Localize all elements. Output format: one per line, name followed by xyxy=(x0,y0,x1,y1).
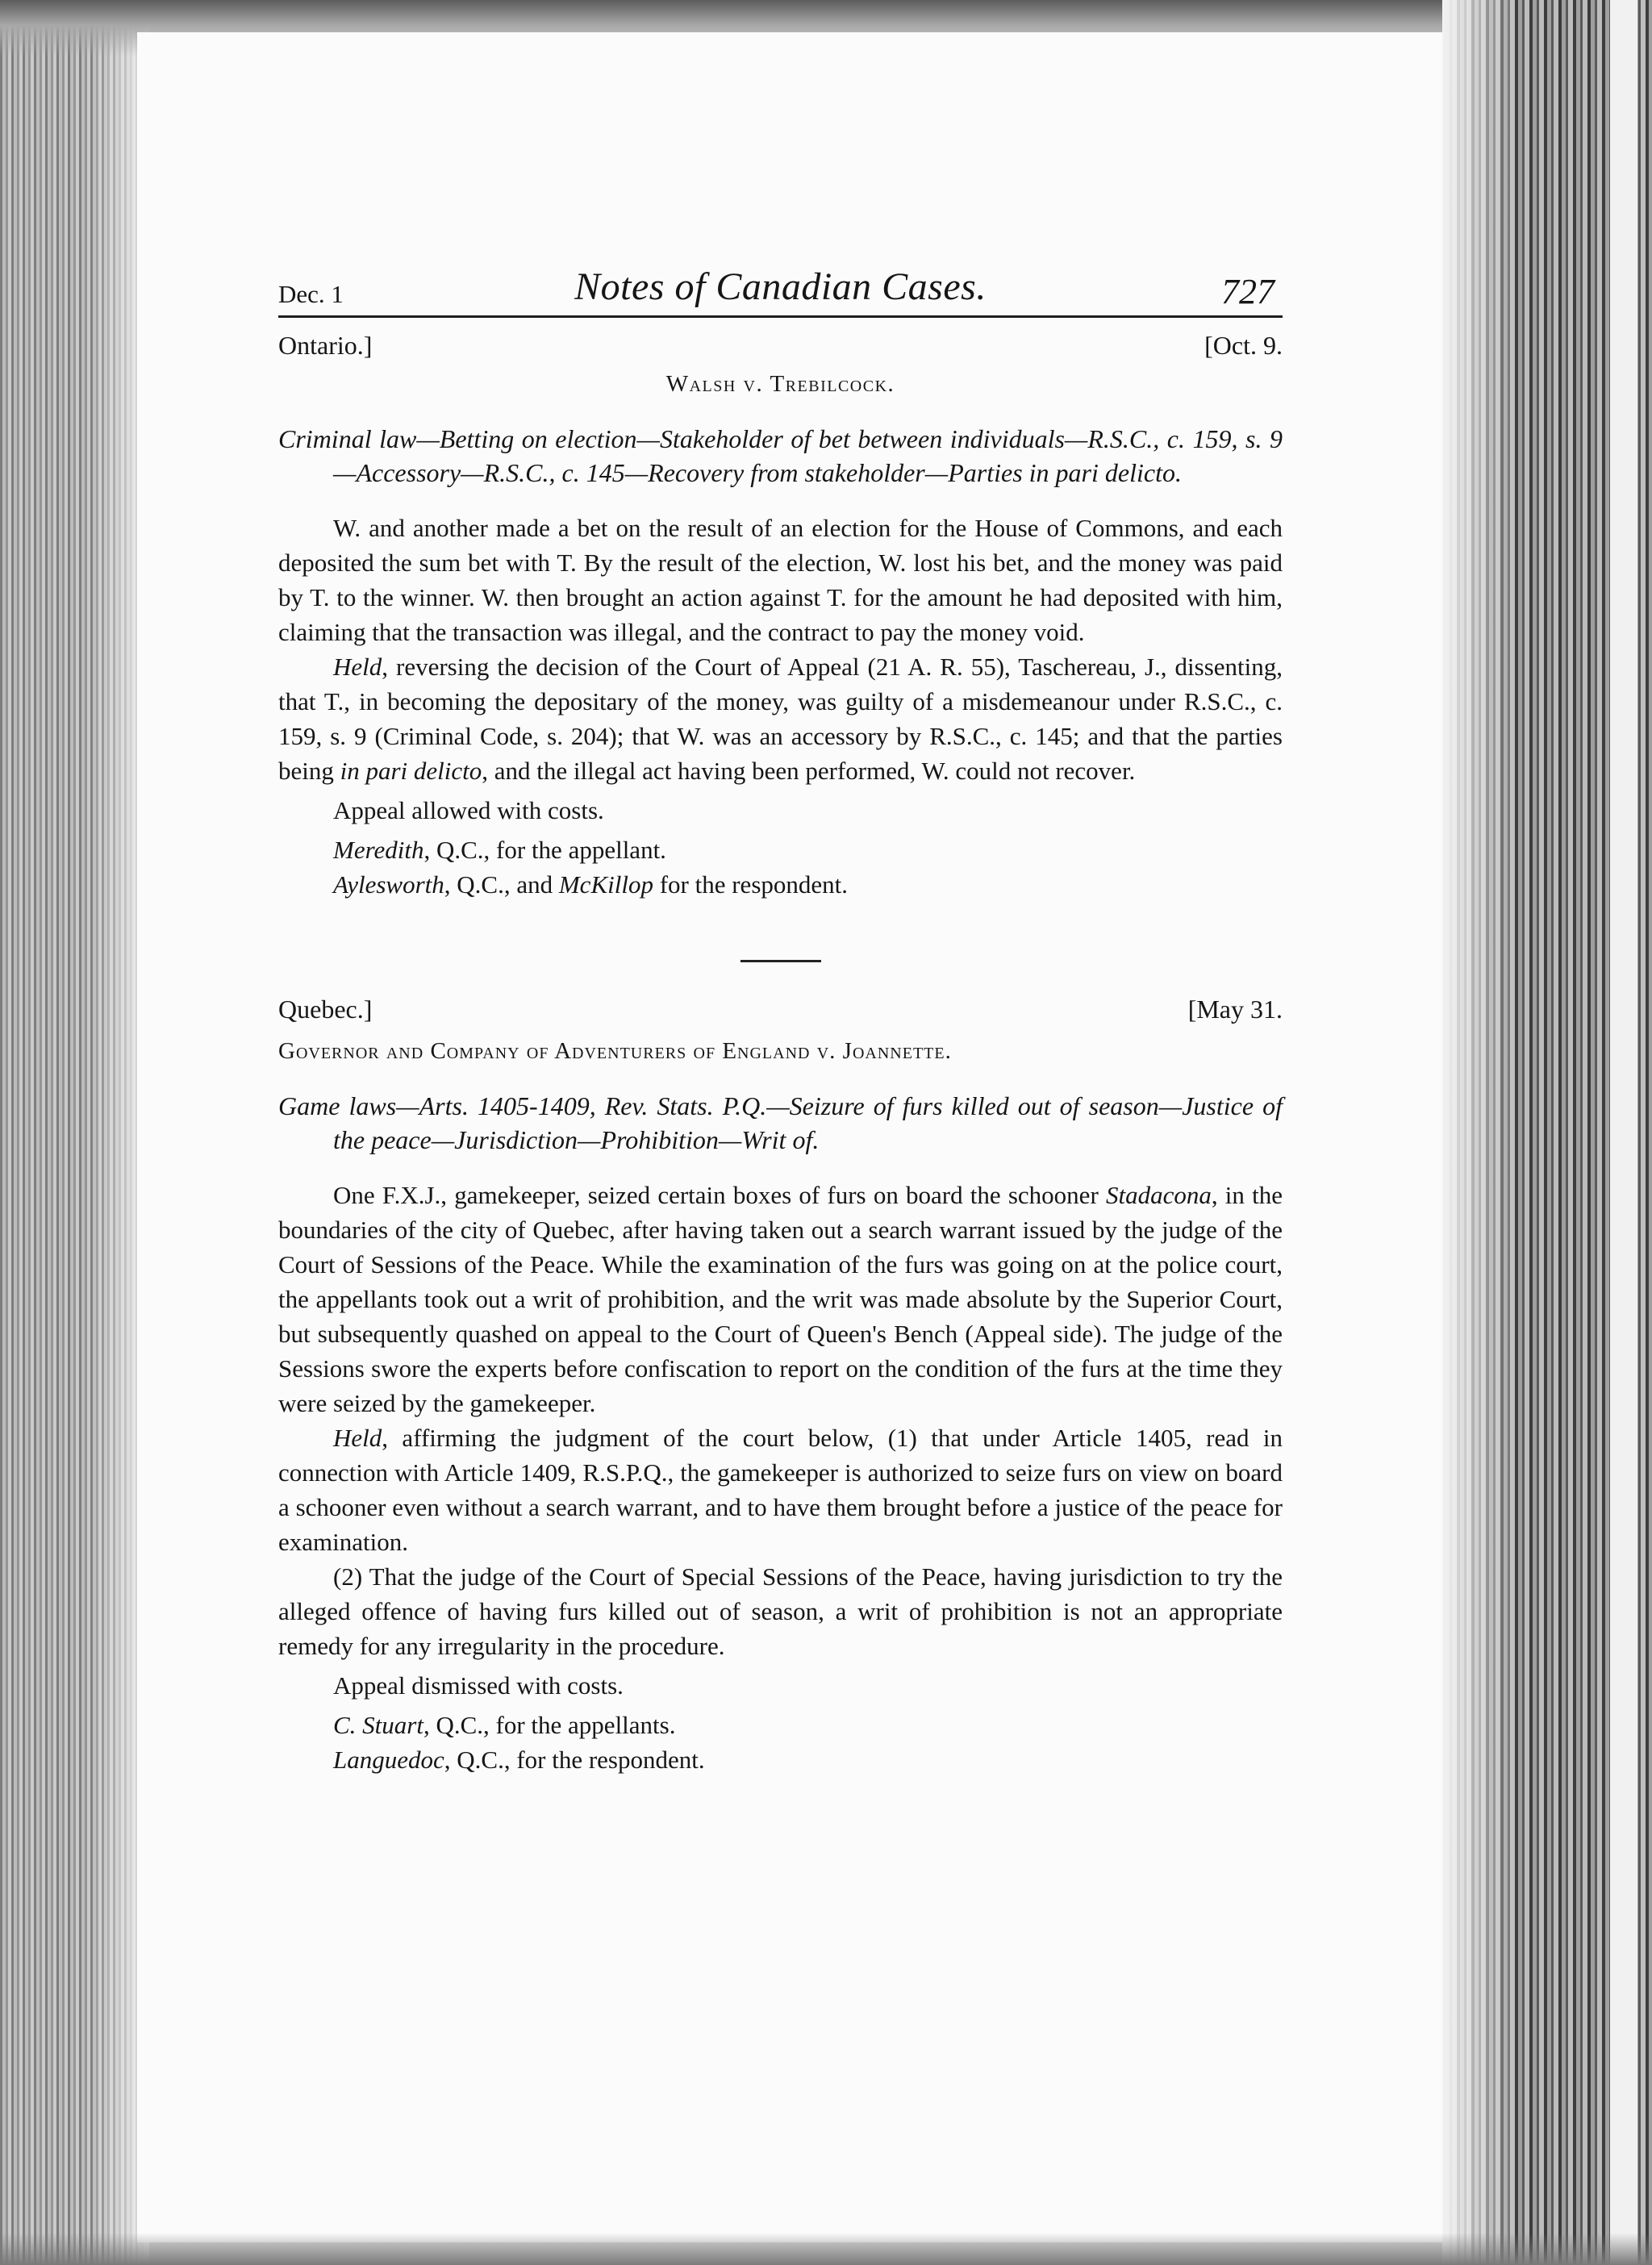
case1-held-word: Held xyxy=(333,653,382,681)
case2-counsel-respondent xyxy=(278,1742,1283,1777)
case1-counsel-respondent xyxy=(278,867,1283,902)
case2-facts-a: One F.X.J., gamekeeper, seized certain boxes of furs on board the schooner xyxy=(333,1181,1106,1209)
case2-held-word: Held xyxy=(333,1424,382,1452)
case1-facts: W. and another made a bet on the result of an election for the House of Commons, and each deposited the sum bet with T. By the result of the election, W. lost his bet, and the money was paid by T. to the winner. W. then brought an action against T. for the amount he had deposited with him, claiming that the transaction was illegal, and the contract to pay the money void. xyxy=(278,514,1283,646)
case2-counsel1-rest: , Q.C., for the appellants. xyxy=(423,1711,676,1739)
case1-holding-latin: in pari delicto xyxy=(340,757,482,785)
case2-holding-text: , affirming the judgment of the court below, (1) that under Article 1405, read in connection with Article 1409, R.S.P.Q., the gamekeeper is authorized to seize furs on view on board a schooner even without a search warrant, and to have them brought before a justice of the peace for examination. xyxy=(278,1424,1283,1556)
case2-facts xyxy=(278,1178,1283,1420)
running-head xyxy=(278,262,1283,318)
case2-ship-name: Stadacona xyxy=(1105,1181,1212,1209)
case2-headnote: Game laws—Arts. 1405-1409, Rev. Stats. P.Q.—Seizure of furs killed out of season—Justice of the peace—Jurisdiction—Prohibition—Writ of. xyxy=(278,1091,1283,1154)
case1-counsel2-mid: , Q.C., and xyxy=(444,870,559,899)
case1-counsel1-rest: , Q.C., for the appellant. xyxy=(423,836,666,864)
scan-bottom-edge xyxy=(0,2233,1652,2265)
case1-counsel2-rest: for the respondent. xyxy=(653,870,849,899)
page-number: 727 xyxy=(1221,272,1274,311)
case1-counsel-appellant xyxy=(278,832,1283,867)
case-separator xyxy=(740,960,821,962)
case2-counsel-appellant xyxy=(278,1708,1283,1742)
scan-right-edge xyxy=(1442,0,1652,2265)
running-head-date: Dec. 1 xyxy=(278,280,344,308)
case2-holding xyxy=(278,1420,1283,1559)
scan-left-edge xyxy=(0,0,149,2265)
page-content xyxy=(278,262,1283,1777)
case2-holding-2: (2) That the judge of the Court of Special Sessions of the Peace, having jurisdiction to try the alleged offence of having furs killed out of season, a writ of prohibition is not an appropriate remedy for any irregularity in the procedure. xyxy=(278,1562,1283,1660)
case2-date: [May 31. xyxy=(1187,995,1283,1024)
case2-province: Quebec.] xyxy=(278,995,373,1024)
case1-headnote: Criminal law—Betting on election—Stakeholder of bet between individuals—R.S.C., c. 159, s. 9—Accessory—R.S.C., c. 145—Recovery from stakeholder—Parties in pari delicto. xyxy=(278,424,1283,487)
case2-result: Appeal dismissed with costs. xyxy=(333,1671,624,1700)
case1-province: Ontario.] xyxy=(278,331,373,360)
case1-date: [Oct. 9. xyxy=(1204,331,1283,360)
case2-title: Governor and Company of Adventurers of England v. Joannette. xyxy=(278,1038,952,1064)
case2-header xyxy=(278,995,1283,1035)
case1-header xyxy=(278,331,1283,371)
case1-holding xyxy=(278,649,1283,788)
case2-facts-b: , in the boundaries of the city of Quebec, after having taken out a search warrant issued by the judge of the Court of Sessions of the Peace. While the examination of the furs was going on at the police court, the appellants took out a writ of prohibition, and the writ was made absolute by the Superior Court, but subsequently quashed on appeal to the Court of Queen's Bench (Appeal side). The judge of the Sessions swore the experts before confiscation to report on the condition of the furs at the time they were seized by the gamekeeper. xyxy=(278,1181,1283,1417)
case2-counsel2-rest: , Q.C., for the respondent. xyxy=(444,1746,705,1774)
case1-counsel2-name2: McKillop xyxy=(558,870,653,899)
case2-counsel2-name: Languedoc xyxy=(333,1746,444,1774)
case1-title: Walsh v. Trebilcock. xyxy=(665,371,895,397)
case1-counsel2-name: Aylesworth xyxy=(333,870,444,899)
case1-counsel1-name: Meredith xyxy=(333,836,424,864)
case1-holding-text-b: , and the illegal act having been performed, W. could not recover. xyxy=(482,757,1136,785)
case2-counsel1-name: C. Stuart xyxy=(333,1711,423,1739)
running-head-title: Notes of Canadian Cases. xyxy=(574,265,987,308)
case1-holding-text-a: , reversing the decision of the Court of Appeal (21 A. R. 55), Taschereau, J., dissenting, that T., in becoming the depositary of the money, was guilty of a misdemeanour under R.S.C., c. 159, s. 9 (Criminal Code, s. 204); that W. was an accessory by R.S.C., c. 145; and that the parties being xyxy=(278,653,1283,785)
case1-result: Appeal allowed with costs. xyxy=(333,796,604,824)
